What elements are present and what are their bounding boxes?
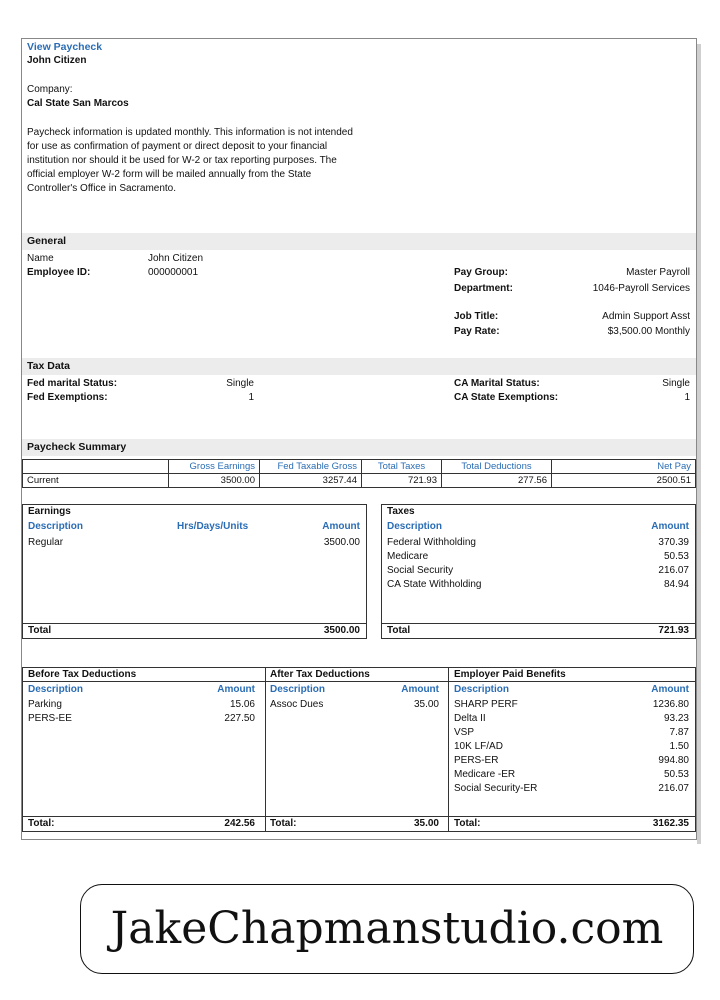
employer-paid-total: 3162.35	[652, 818, 689, 829]
company-label: Company:	[27, 84, 73, 95]
page-title: View Paycheck	[27, 41, 103, 53]
table-header-cell: Total Taxes	[362, 460, 442, 474]
notice-line: institution nor should it be used for W-2 or tax reporting purposes. The	[27, 155, 337, 166]
taxes-item-amount: 370.39	[658, 537, 689, 548]
before-tax-total: 242.56	[224, 818, 255, 829]
name-value: John Citizen	[148, 253, 204, 264]
notice-line: official employer W-2 form will be mailed annually from the State	[27, 169, 312, 180]
ca-exemptions-label: CA State Exemptions:	[454, 392, 559, 403]
table-header-row	[23, 460, 696, 474]
taxes-box	[381, 504, 696, 639]
tax-data-section-header: Tax Data	[22, 358, 696, 375]
department-value: 1046-Payroll Services	[592, 283, 690, 294]
company-name: Cal State San Marcos	[27, 98, 129, 109]
earnings-col-amount: Amount	[322, 521, 360, 532]
before-tax-item-amount: 15.06	[229, 699, 255, 710]
table-cell: 3500.00	[169, 474, 260, 488]
before-tax-item-desc: PERS-EE	[28, 713, 72, 724]
taxes-item-desc: Federal Withholding	[387, 537, 476, 548]
employer-paid-item-desc: SHARP PERF	[454, 699, 518, 710]
earnings-footer	[23, 623, 366, 638]
page-shadow	[697, 44, 701, 844]
taxes-total-label: Total	[387, 625, 411, 636]
taxes-col-amount: Amount	[651, 521, 689, 532]
after-tax-col-amount: Amount	[401, 684, 439, 695]
table-cell: 721.93	[362, 474, 442, 488]
before-tax-item-desc: Parking	[28, 699, 62, 710]
table-cell: Current	[23, 474, 169, 488]
earnings-col-description: Description	[28, 521, 84, 532]
earnings-total-label: Total	[28, 625, 52, 636]
after-tax-total: 35.00	[413, 818, 439, 829]
table-row	[23, 474, 696, 488]
paycheck-summary-table	[22, 459, 696, 488]
earnings-total: 3500.00	[323, 625, 360, 636]
job-title-value: Admin Support Asst	[602, 311, 690, 322]
taxes-total: 721.93	[658, 625, 689, 636]
pay-group-label: Pay Group:	[454, 267, 508, 278]
table-cell: 277.56	[442, 474, 552, 488]
fed-exemptions-value: 1	[248, 392, 254, 403]
taxes-item-desc: CA State Withholding	[387, 579, 482, 590]
job-title-label: Job Title:	[454, 311, 499, 322]
employer-paid-item-desc: PERS-ER	[454, 755, 499, 766]
employer-paid-item-amount: 7.87	[669, 727, 689, 738]
employer-paid-item-amount: 93.23	[663, 713, 689, 724]
paycheck-summary-header: Paycheck Summary	[22, 439, 696, 456]
general-section-header: General	[22, 233, 696, 250]
taxes-footer	[382, 623, 695, 638]
notice-line: Paycheck information is updated monthly. This information is not intended	[27, 127, 353, 138]
employee-name: John Citizen	[27, 55, 87, 66]
ca-marital-label: CA Marital Status:	[454, 378, 540, 389]
before-tax-total-label: Total:	[28, 818, 55, 829]
earnings-title: Earnings	[28, 506, 71, 517]
pay-rate-value: $3,500.00 Monthly	[607, 326, 690, 337]
after-tax-col-description: Description	[270, 684, 326, 695]
after-tax-title: After Tax Deductions	[270, 669, 370, 680]
employer-paid-total-label: Total:	[454, 818, 481, 829]
table-header-cell: Fed Taxable Gross	[260, 460, 362, 474]
earnings-col-hrs: Hrs/Days/Units	[177, 521, 249, 532]
column-divider	[265, 668, 266, 831]
employee-id-value: 000000001	[148, 267, 199, 278]
before-tax-col-description: Description	[28, 684, 84, 695]
earnings-item-amount: 3500.00	[323, 537, 360, 548]
taxes-item-desc: Social Security	[387, 565, 454, 576]
before-tax-item-amount: 227.50	[224, 713, 255, 724]
after-tax-item-amount: 35.00	[413, 699, 439, 710]
employer-paid-item-desc: VSP	[454, 727, 475, 738]
paycheck-document	[21, 38, 697, 840]
taxes-item-amount: 216.07	[658, 565, 689, 576]
employer-paid-item-desc: Social Security-ER	[454, 783, 538, 794]
employer-paid-item-amount: 1236.80	[652, 699, 689, 710]
fed-marital-label: Fed marital Status:	[27, 378, 118, 389]
table-header-cell: Gross Earnings	[169, 460, 260, 474]
watermark-banner: JakeChapmanstudio.com	[80, 884, 694, 974]
taxes-item-desc: Medicare	[387, 551, 429, 562]
employer-paid-item-amount: 1.50	[669, 741, 689, 752]
ca-marital-value: Single	[662, 378, 690, 389]
notice-line: for use as confirmation of payment or direct deposit to your financial	[27, 141, 328, 152]
before-tax-col-amount: Amount	[217, 684, 255, 695]
pay-rate-label: Pay Rate:	[454, 326, 500, 337]
pay-group-value: Master Payroll	[626, 267, 690, 278]
column-divider	[448, 668, 449, 831]
table-cell: 3257.44	[260, 474, 362, 488]
employee-id-label: Employee ID:	[27, 267, 91, 278]
employer-paid-item-desc: Delta II	[454, 713, 486, 724]
taxes-item-amount: 50.53	[663, 551, 689, 562]
employer-paid-col-amount: Amount	[651, 684, 689, 695]
employer-paid-col-description: Description	[454, 684, 510, 695]
fed-marital-value: Single	[226, 378, 254, 389]
taxes-col-description: Description	[387, 521, 443, 532]
name-label: Name	[27, 253, 54, 264]
before-tax-title: Before Tax Deductions	[28, 669, 137, 680]
taxes-item-amount: 84.94	[663, 579, 689, 590]
employer-paid-item-amount: 50.53	[663, 769, 689, 780]
fed-exemptions-label: Fed Exemptions:	[27, 392, 108, 403]
employer-paid-item-amount: 994.80	[658, 755, 689, 766]
table-header-cell: Total Deductions	[442, 460, 552, 474]
ca-exemptions-value: 1	[684, 392, 690, 403]
deductions-footer	[23, 816, 695, 831]
after-tax-total-label: Total:	[270, 818, 297, 829]
after-tax-item-desc: Assoc Dues	[270, 699, 324, 710]
table-cell: 2500.51	[552, 474, 696, 488]
employer-paid-item-desc: 10K LF/AD	[454, 741, 503, 752]
deductions-box	[22, 667, 696, 832]
notice-line: Controller's Office in Sacramento.	[27, 183, 177, 194]
earnings-box	[22, 504, 367, 639]
department-label: Department:	[454, 283, 513, 294]
taxes-title: Taxes	[387, 506, 415, 517]
employer-paid-title: Employer Paid Benefits	[454, 669, 566, 680]
table-header-cell	[23, 460, 169, 474]
table-header-cell: Net Pay	[552, 460, 696, 474]
earnings-item-desc: Regular	[28, 537, 64, 548]
employer-paid-item-amount: 216.07	[658, 783, 689, 794]
employer-paid-item-desc: Medicare -ER	[454, 769, 516, 780]
